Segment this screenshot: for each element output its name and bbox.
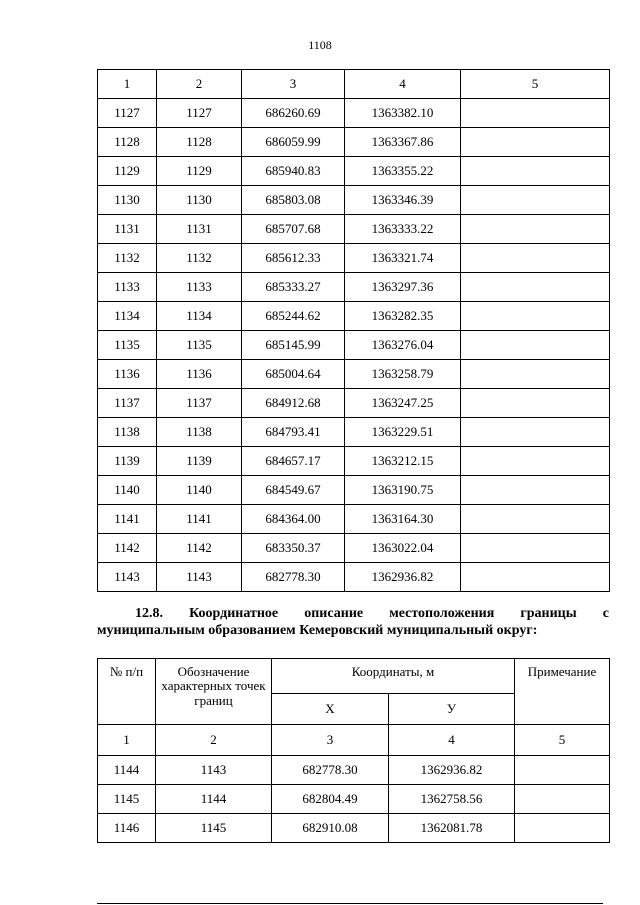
section-heading-line-2: муниципальным образованием Кемеровский муниципальный округ: — [97, 623, 538, 638]
table-row — [98, 814, 610, 843]
table-cell: 684793.41 — [242, 418, 345, 447]
table-cell: 1144 — [98, 756, 156, 785]
table-cell: 1132 — [157, 244, 242, 273]
table-cell: 1363297.36 — [345, 273, 461, 302]
table-row — [98, 476, 610, 505]
table-cell: 682778.30 — [242, 563, 345, 592]
page-number: 1108 — [308, 38, 332, 52]
table-cell: 4 — [389, 725, 515, 756]
table-cell: 1363346.39 — [345, 186, 461, 215]
table-cell: 1131 — [157, 215, 242, 244]
table-row — [98, 756, 610, 785]
table-cell — [461, 389, 610, 418]
table-cell — [461, 418, 610, 447]
table-cell: 685612.33 — [242, 244, 345, 273]
table-cell: 682804.49 — [272, 785, 389, 814]
table-cell: 1138 — [157, 418, 242, 447]
table-cell: 1363212.15 — [345, 447, 461, 476]
table-cell: 1363229.51 — [345, 418, 461, 447]
table-row — [98, 215, 610, 244]
table-cell: 685145.99 — [242, 331, 345, 360]
table-row — [98, 534, 610, 563]
table-cell: 1135 — [98, 331, 157, 360]
header-note: Примечание — [515, 659, 610, 725]
table-cell: 5 — [515, 725, 610, 756]
table-cell: 1137 — [157, 389, 242, 418]
table-cell — [461, 99, 610, 128]
table-cell: 686260.69 — [242, 99, 345, 128]
heading-word: 12.8. — [135, 606, 163, 621]
table-cell: 1136 — [98, 360, 157, 389]
table-cell: 1144 — [156, 785, 272, 814]
table-cell: 1135 — [157, 331, 242, 360]
table-cell: 1133 — [98, 273, 157, 302]
table-cell: 1363258.79 — [345, 360, 461, 389]
table-header-row — [98, 659, 610, 694]
table-cell: 1141 — [98, 505, 157, 534]
heading-word: границы — [520, 606, 577, 621]
table-row — [98, 418, 610, 447]
table-cell — [461, 476, 610, 505]
table-cell: 1362936.82 — [389, 756, 515, 785]
table-cell: 683350.37 — [242, 534, 345, 563]
table-cell: 1136 — [157, 360, 242, 389]
table-cell: 684364.00 — [242, 505, 345, 534]
table-cell: 1363276.04 — [345, 331, 461, 360]
table-cell: 1133 — [157, 273, 242, 302]
table-cell: 1363190.75 — [345, 476, 461, 505]
table-cell: 1363247.25 — [345, 389, 461, 418]
table-cell: 1145 — [156, 814, 272, 843]
table-cell: 1362081.78 — [389, 814, 515, 843]
table-cell: 1130 — [157, 186, 242, 215]
table-cell: 1363367.86 — [345, 128, 461, 157]
heading-word: с — [602, 606, 609, 621]
section-heading — [97, 605, 609, 639]
table-cell: 1137 — [98, 389, 157, 418]
table-row — [98, 302, 610, 331]
table-cell: 3 — [242, 70, 345, 99]
table-cell: 684549.67 — [242, 476, 345, 505]
table-cell: 1127 — [98, 99, 157, 128]
table-cell: 684657.17 — [242, 447, 345, 476]
table-row — [98, 331, 610, 360]
table-cell: 1130 — [98, 186, 157, 215]
table-cell: 1142 — [157, 534, 242, 563]
header-y: У — [389, 694, 515, 725]
table-cell — [461, 331, 610, 360]
table-row — [98, 128, 610, 157]
table-cell: 1 — [98, 70, 157, 99]
table-cell: 685244.62 — [242, 302, 345, 331]
table-cell: 1129 — [157, 157, 242, 186]
table-row — [98, 99, 610, 128]
table-cell — [461, 534, 610, 563]
table-cell: 682778.30 — [272, 756, 389, 785]
table-header-row — [98, 70, 610, 99]
table-cell: 1143 — [156, 756, 272, 785]
table-cell: 2 — [157, 70, 242, 99]
table-cell — [515, 756, 610, 785]
table-cell: 685803.08 — [242, 186, 345, 215]
table-cell: 1143 — [98, 563, 157, 592]
table-cell: 1139 — [157, 447, 242, 476]
table-cell: 1363164.30 — [345, 505, 461, 534]
table-cell: 1363382.10 — [345, 99, 461, 128]
table-row — [98, 157, 610, 186]
table-cell: 1134 — [157, 302, 242, 331]
table-cell: 1363321.74 — [345, 244, 461, 273]
table-row — [98, 785, 610, 814]
table-cell: 1362936.82 — [345, 563, 461, 592]
table-cell — [461, 360, 610, 389]
table-cell — [461, 186, 610, 215]
table-cell: 1140 — [98, 476, 157, 505]
table-cell: 1142 — [98, 534, 157, 563]
table-cell — [515, 814, 610, 843]
table-cell: 1363022.04 — [345, 534, 461, 563]
table-cell: 1138 — [98, 418, 157, 447]
table-row — [98, 389, 610, 418]
table-row — [98, 186, 610, 215]
table-cell: 1363333.22 — [345, 215, 461, 244]
table-cell: 685333.27 — [242, 273, 345, 302]
boundary-coordinates-table — [97, 658, 610, 843]
table-cell: 1363282.35 — [345, 302, 461, 331]
table-cell: 1134 — [98, 302, 157, 331]
table-row — [98, 447, 610, 476]
header-coordinates: Координаты, м — [272, 659, 515, 694]
table-cell — [461, 505, 610, 534]
table-row — [98, 360, 610, 389]
table-cell — [461, 563, 610, 592]
table-cell: 4 — [345, 70, 461, 99]
table-cell: 1127 — [157, 99, 242, 128]
table-cell — [461, 128, 610, 157]
table-cell: 1139 — [98, 447, 157, 476]
table-cell: 1363355.22 — [345, 157, 461, 186]
table-row — [98, 273, 610, 302]
coordinates-table-continued — [97, 69, 610, 592]
table-cell: 1128 — [98, 128, 157, 157]
table-cell — [461, 273, 610, 302]
table-row — [98, 244, 610, 273]
section-heading-line-1 — [97, 605, 609, 622]
header-x: X — [272, 694, 389, 725]
table-row — [98, 505, 610, 534]
table-cell: 1145 — [98, 785, 156, 814]
table-cell — [515, 785, 610, 814]
table-cell: 685707.68 — [242, 215, 345, 244]
table-cell: 685004.64 — [242, 360, 345, 389]
table-cell: 1 — [98, 725, 156, 756]
heading-word: описание — [304, 606, 364, 621]
table-cell — [461, 157, 610, 186]
table-cell: 1131 — [98, 215, 157, 244]
table-row — [98, 563, 610, 592]
table-cell — [461, 215, 610, 244]
table-cell: 685940.83 — [242, 157, 345, 186]
table-cell: 1146 — [98, 814, 156, 843]
header-num: № п/п — [98, 659, 156, 725]
table-cell: 5 — [461, 70, 610, 99]
table-cell: 684912.68 — [242, 389, 345, 418]
footer-divider — [97, 903, 603, 904]
table-cell: 3 — [272, 725, 389, 756]
table-cell: 2 — [156, 725, 272, 756]
table-cell: 1128 — [157, 128, 242, 157]
heading-word: Координатное — [189, 606, 279, 621]
table-cell — [461, 244, 610, 273]
table-cell — [461, 447, 610, 476]
table-cell: 1143 — [157, 563, 242, 592]
table-cell: 686059.99 — [242, 128, 345, 157]
table-cell: 1129 — [98, 157, 157, 186]
table-cell: 1362758.56 — [389, 785, 515, 814]
heading-word: местоположения — [389, 606, 495, 621]
header-designation: Обозначение характерных точек границ — [156, 659, 272, 725]
table-cell: 1132 — [98, 244, 157, 273]
table-cell: 1140 — [157, 476, 242, 505]
table-cell: 1141 — [157, 505, 242, 534]
table-cell — [461, 302, 610, 331]
column-number-row — [98, 725, 610, 756]
table-cell: 682910.08 — [272, 814, 389, 843]
